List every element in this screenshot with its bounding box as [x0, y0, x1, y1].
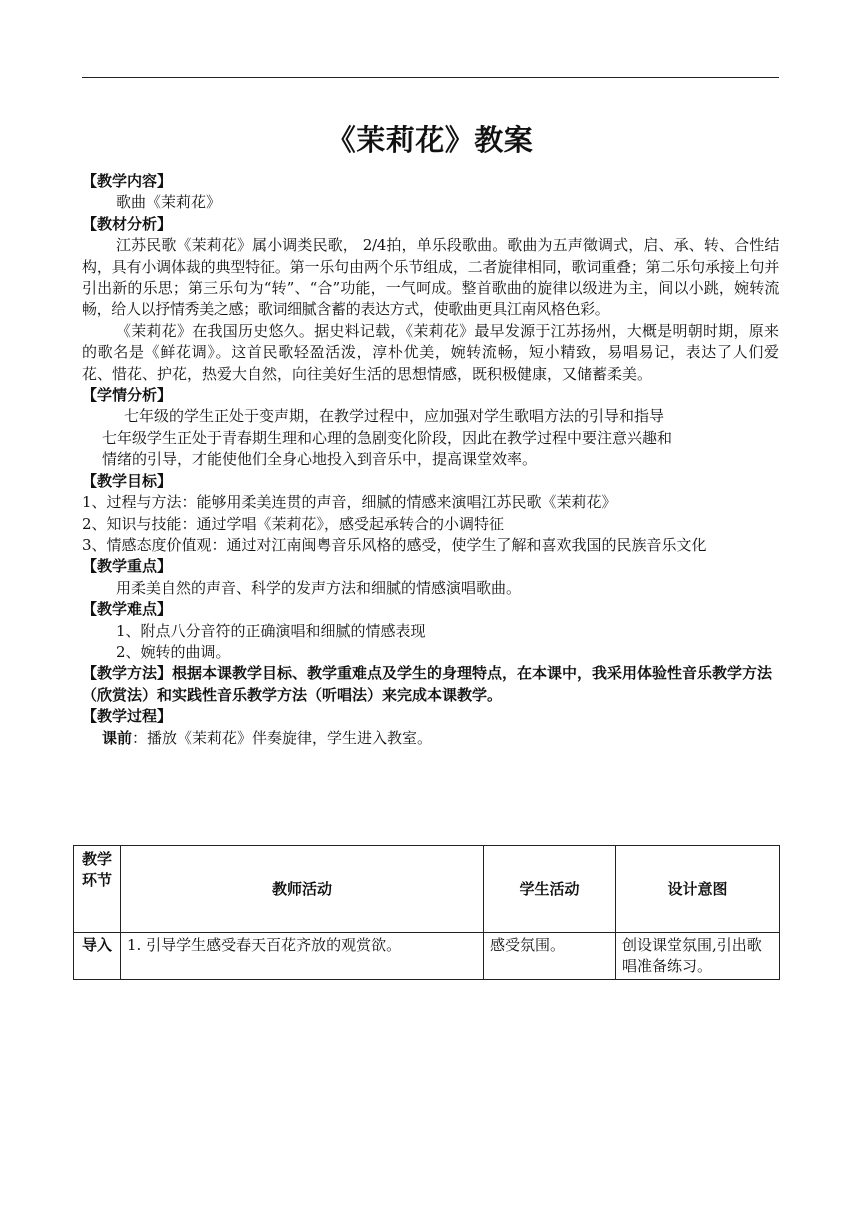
goal-item: 1、过程与方法：能够用柔美连贯的声音，细腻的情感来演唱江苏民歌《茉莉花》 [82, 493, 617, 512]
row-student: 感受氛围。 [484, 933, 616, 980]
header-teacher: 教师活动 [121, 846, 484, 933]
header-intent: 设计意图 [616, 846, 780, 933]
process-pre-line [82, 728, 779, 749]
section-heading-difficulty: 【教学难点】 [82, 600, 173, 619]
method-text: 根据本课教学目标、教学重难点及学生的身理特点，在本课中，我采用体验性音乐教学方法（欣赏法）和实践性音乐教学方法（听唱法）来完成本课教学。 [82, 664, 773, 704]
section-heading-students: 【学情分析】 [82, 386, 173, 405]
header-rule [82, 77, 779, 78]
section-heading-content: 【教学内容】 [82, 172, 173, 190]
students-line-3: 情绪的引导，才能使他们全身心地投入到音乐中，提高课堂效率。 [102, 450, 538, 469]
students-line-1: 七年级的学生正处于变声期，在教学过程中，应加强对学生歌唱方法的引导和指导 [124, 407, 665, 426]
material-paragraph-1: 江苏民歌《茉莉花》属小调类民歌， 2/4拍，单乐段歌曲。歌曲为五声徵调式，启、承、转、合性结构，具有小调体裁的典型特征。第一乐句由两个乐节组成，二者旋律相同，歌词重叠；第二乐句承接上句并引出新的乐思；第三乐句为“转”、“合”功能，一气呵成。整首歌曲的旋律以级进为主，间以小跳，婉转流畅，给人以抒情秀美之感；歌词细腻含蓄的表达方式，使歌曲更具江南风格色彩。 [82, 236, 779, 319]
row-teacher: 1. 引导学生感受春天百花齐放的观赏欲。 [121, 933, 484, 980]
page-title: 《茉莉花》教案 [326, 123, 534, 157]
material-paragraph-2: 《茉莉花》在我国历史悠久。据史料记载，《茉莉花》最早发源于江苏扬州，大概是明朝时期，原来的歌名是《鲜花调》。这首民歌轻盈活泼，淳朴优美，婉转流畅，短小精致，易唱易记，表达了人们爱花、惜花、护花，热爱大自然，向往美好生活的思想情感，既积极健康，又储蓄柔美。 [82, 321, 779, 383]
header-student: 学生活动 [484, 846, 616, 933]
difficulty-item: 1、附点八分音符的正确演唱和细腻的情感表现 [116, 621, 426, 640]
row-intent: 创设课堂氛围,引出歌唱准备练习。 [616, 933, 780, 980]
key-line: 用柔美自然的声音、科学的发声方法和细腻的情感演唱歌曲。 [116, 578, 522, 597]
section-heading-key: 【教学重点】 [82, 557, 173, 576]
students-line-2: 七年级学生正处于青春期生理和心理的急剧变化阶段，因此在教学过程中要注意兴趣和 [102, 428, 673, 447]
method-paragraph [82, 663, 779, 706]
section-heading-material: 【教材分析】 [82, 214, 173, 233]
goal-item: 3、情感态度价值观：通过对江南闽粤音乐风格的感受，使学生了解和喜欢我国的民族音乐文化 [82, 535, 707, 554]
goal-item: 2、知识与技能：通过学唱《茉莉花》，感受起承转合的小调特征 [82, 514, 505, 533]
row-stage: 导入 [74, 933, 121, 980]
section-heading-goals: 【教学目标】 [82, 471, 173, 490]
lesson-process-table [73, 845, 780, 980]
document-body [82, 171, 779, 749]
header-stage: 教学环节 [74, 846, 121, 933]
content-line: 歌曲《茉莉花》 [116, 193, 222, 212]
table-header-row [74, 846, 780, 933]
difficulty-item: 2、婉转的曲调。 [116, 642, 231, 661]
section-heading-method: 【教学方法】 [82, 664, 173, 683]
section-heading-process: 【教学过程】 [82, 707, 173, 726]
table-row [74, 933, 780, 980]
pre-class-text: ：播放《茉莉花》伴奏旋律，学生进入教室。 [132, 728, 433, 747]
pre-class-label: 课前 [102, 728, 133, 747]
